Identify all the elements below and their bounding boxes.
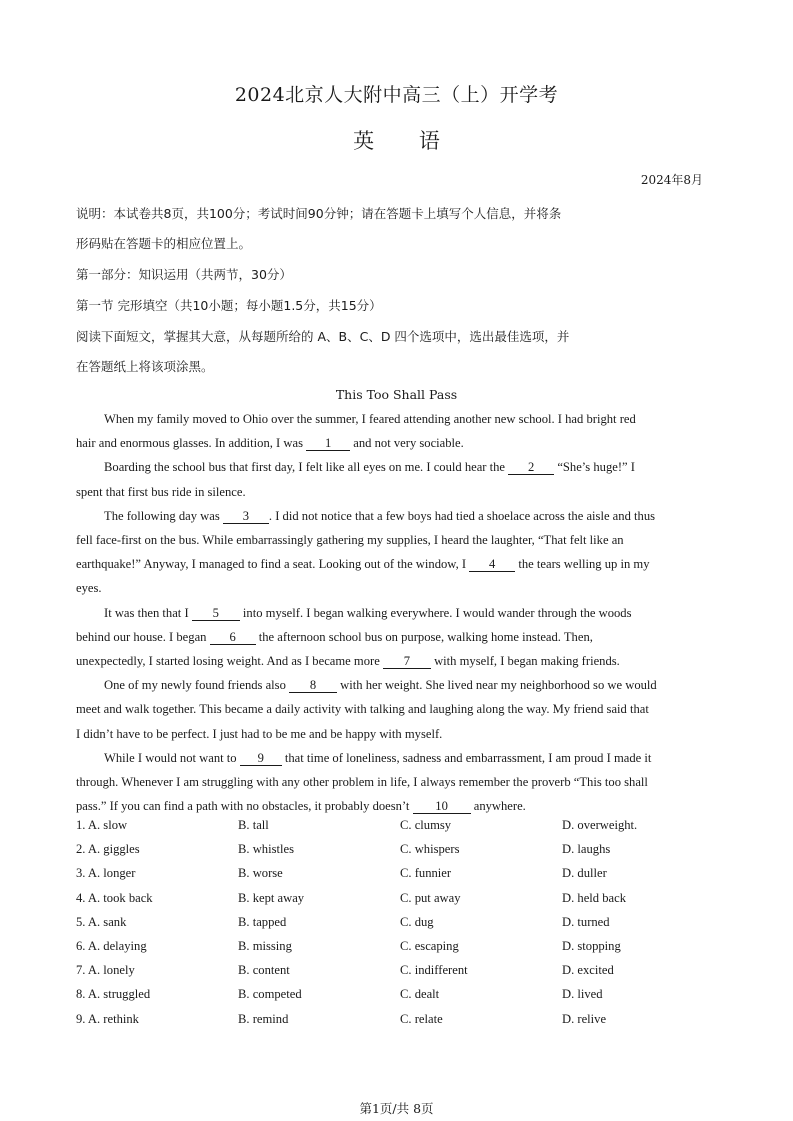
passage-line: behind our house. I began 6 the afternoon school bus on purpose, walking home instead. Then,: [76, 629, 593, 644]
option-a: 1. A. slow: [76, 818, 128, 832]
passage-line: One of my newly found friends also 8 with her weight. She lived near my neighborhood so we would: [104, 678, 657, 693]
passage-line: meet and walk together. This became a daily activity with talking and laughing along the way. My friend said that: [76, 702, 649, 717]
exam-title: 2024北京人大附中高三（上）开学考: [234, 84, 559, 106]
question-5-options: [76, 915, 716, 939]
blank-2: 2: [508, 460, 554, 475]
passage-line: fell face-first on the bus. While embarrassingly gathering my supplies, I heard the laughter, “That felt like an: [76, 533, 624, 548]
option-c: C. funnier: [400, 866, 452, 881]
question-8-options: [76, 987, 716, 1011]
exam-date: 2024年8月: [640, 173, 703, 187]
option-b: B. competed: [238, 987, 302, 1002]
option-d: D. turned: [562, 914, 610, 929]
option-a: 6. A. delaying: [76, 938, 147, 953]
passage-line: unexpectedly, I started losing weight. And as I became more 7 with myself, I began making friends.: [76, 654, 620, 669]
option-d: D. duller: [562, 866, 607, 881]
passage-line: The following day was 3 . I did not notice that a few boys had tied a shoelace across the aisle and thus: [104, 508, 656, 523]
question-3-options: [76, 866, 716, 890]
option-c: C. put away: [400, 890, 461, 905]
question-6-options: [76, 939, 716, 963]
option-d: D. overweight.: [562, 818, 638, 832]
directions-line-1: 阅读下面短文，掌握其大意，从每题所给的 A、B、C、D 四个选项中，选出最佳选项，并: [76, 329, 570, 344]
blank-1: 1: [306, 436, 350, 451]
blank-7: 7: [383, 654, 431, 669]
directions-line-2: 在答题纸上将该项涂黑。: [76, 359, 214, 374]
option-d: D. relive: [562, 1011, 607, 1026]
question-2-options: [76, 842, 716, 866]
blank-5: 5: [192, 606, 240, 621]
question-1-options: [76, 818, 716, 842]
passage-line: It was then that I 5 into myself. I began walking everywhere. I would wander through the woods: [104, 605, 632, 620]
option-c: C. dug: [400, 914, 434, 929]
instructions-line-2: 形码贴在答题卡的相应位置上。: [76, 236, 252, 251]
option-c: C. clumsy: [400, 818, 452, 832]
answer-options: [76, 818, 716, 1036]
blank-3: 3: [223, 509, 269, 524]
option-d: D. laughs: [562, 842, 611, 857]
passage-line: hair and enormous glasses. In addition, I was 1 and not very sociable.: [76, 436, 464, 451]
option-c: C. dealt: [400, 987, 440, 1002]
passage-line: When my family moved to Ohio over the summer, I feared attending another new school. I had bright red: [104, 412, 636, 426]
option-b: B. tall: [238, 818, 269, 832]
option-a: 8. A. struggled: [76, 987, 151, 1002]
page-footer: 第1页/共 8页: [359, 1101, 434, 1116]
passage-line: through. Whenever I am struggling with any other problem in life, I always remember the proverb “This too shall: [76, 775, 648, 790]
passage-line: While I would not want to 9 that time of loneliness, sadness and embarrassment, I am proud I made it: [104, 750, 652, 765]
blank-4: 4: [469, 557, 515, 572]
passage-line: pass.” If you can find a path with no obstacles, it probably doesn’t 10 anywhere.: [76, 799, 526, 814]
instructions-line-1: 说明：本试卷共8页，共100分；考试时间90分钟；请在答题卡上填写个人信息，并将条: [76, 206, 562, 221]
option-a: 7. A. lonely: [76, 963, 135, 978]
option-b: B. worse: [238, 866, 283, 881]
option-c: C. indifferent: [400, 963, 468, 978]
option-a: 5. A. sank: [76, 914, 127, 929]
option-c: C. relate: [400, 1011, 443, 1026]
subject-heading: 英 语: [353, 129, 440, 153]
option-a: 9. A. rethink: [76, 1011, 139, 1026]
option-b: B. tapped: [238, 914, 287, 929]
passage-title: This Too Shall Pass: [335, 387, 458, 402]
option-d: D. held back: [562, 890, 626, 905]
blank-10: 10: [413, 799, 471, 814]
option-b: B. missing: [238, 938, 292, 953]
option-d: D. stopping: [562, 938, 621, 953]
option-a: 3. A. longer: [76, 866, 136, 881]
option-c: C. escaping: [400, 938, 459, 953]
option-a: 4. A. took back: [76, 890, 153, 905]
option-b: B. whistles: [238, 842, 294, 857]
option-c: C. whispers: [400, 842, 460, 857]
blank-8: 8: [289, 678, 337, 693]
passage-line: Boarding the school bus that first day, I felt like all eyes on me. I could hear the 2 “She’s huge!” I: [104, 460, 635, 475]
section-heading: 第一节 完形填空（共10小题；每小题1.5分，共15分）: [76, 298, 382, 313]
passage-line: earthquake!” Anyway, I managed to find a seat. Looking out of the window, I 4 the tears welling up in my: [76, 557, 650, 572]
passage-body: [76, 407, 704, 818]
blank-6: 6: [210, 630, 256, 645]
question-4-options: [76, 891, 716, 915]
option-b: B. kept away: [238, 890, 305, 905]
blank-9: 9: [240, 751, 282, 766]
option-d: D. lived: [562, 987, 603, 1002]
question-9-options: [76, 1012, 716, 1036]
option-a: 2. A. giggles: [76, 842, 140, 857]
passage-line: I didn’t have to be perfect. I just had to be me and be happy with myself.: [76, 726, 443, 741]
option-b: B. content: [238, 963, 290, 978]
question-7-options: [76, 963, 716, 987]
passage-line: spent that first bus ride in silence.: [76, 484, 246, 499]
option-b: B. remind: [238, 1011, 289, 1026]
passage-line: eyes.: [76, 581, 102, 596]
part-heading: 第一部分：知识运用（共两节，30分）: [76, 267, 292, 282]
option-d: D. excited: [562, 963, 614, 978]
